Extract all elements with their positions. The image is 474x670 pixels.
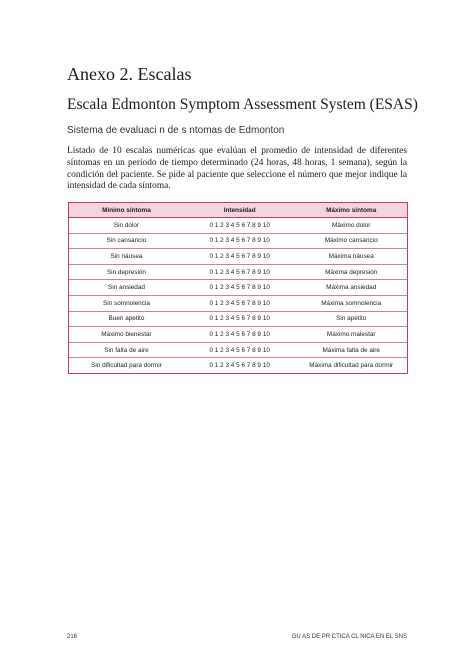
- maximum-symptom-cell: Máximo malestar: [295, 327, 407, 343]
- minimum-symptom-cell: Sin náusea: [69, 249, 184, 265]
- table-row: [69, 296, 407, 312]
- header-maximum-symptom: Máximo síntoma: [295, 203, 407, 218]
- maximum-symptom-cell: Máxima somnolencia: [295, 296, 407, 312]
- minimum-symptom-cell: Sin cansancio: [69, 234, 184, 250]
- table-row: [69, 218, 407, 234]
- header-intensity: Intensidad: [184, 203, 296, 218]
- maximum-symptom-cell: Máximo dolor: [295, 218, 407, 234]
- intensity-scale-cell: 0 1 2 3 4 5 6 7 8 9 10: [209, 362, 270, 370]
- maximum-symptom-cell: Máximo cansancio: [295, 234, 407, 250]
- header-minimum-symptom: Mínimo síntoma: [69, 203, 184, 218]
- minimum-symptom-cell: Sin dificultad para dormir: [91, 362, 162, 370]
- running-footer-title: GU AS DE PR CTICA CL NICA EN EL SNS: [291, 634, 407, 640]
- esas-table: [68, 202, 408, 374]
- minimum-symptom-cell: Sin falta de aire: [69, 343, 184, 359]
- table-row: [69, 280, 407, 296]
- maximum-symptom-cell: Máxima falta de aire: [295, 343, 407, 359]
- table-row: [69, 312, 407, 328]
- minimum-symptom-cell: Sin dolor: [69, 218, 184, 234]
- scale-subtitle: Sistema de evaluaci n de s ntomas de Edmonton: [67, 125, 285, 136]
- minimum-symptom-cell: Sin somnolencia: [69, 296, 184, 312]
- table-header-row: [69, 203, 407, 218]
- table-row: [69, 249, 407, 265]
- intensity-scale-cell: 0 1 2 3 4 5 6 7 8 9 10: [184, 343, 296, 359]
- intensity-scale-cell: 0 1 2 3 4 5 6 7 8 9 10: [184, 312, 296, 328]
- minimum-symptom-cell: Sin ansiedad: [69, 280, 184, 296]
- intensity-scale-cell: 0 1 2 3 4 5 6 7 8 9 10: [184, 249, 296, 265]
- table-row: [69, 327, 407, 343]
- minimum-symptom-cell: Máximo bienestar: [69, 327, 184, 343]
- minimum-symptom-cell: Buen apetito: [69, 312, 184, 328]
- intensity-scale-cell: 0 1 2 3 4 5 6 7 8 9 10: [184, 280, 296, 296]
- intensity-scale-cell: 0 1 2 3 4 5 6 7 8 9 10: [184, 265, 296, 281]
- maximum-symptom-cell: Máxima ansiedad: [295, 280, 407, 296]
- table-row: [69, 343, 407, 359]
- table-row: [69, 234, 407, 250]
- intensity-scale-cell: 0 1 2 3 4 5 6 7 8 9 10: [184, 296, 296, 312]
- scale-description: Listado de 10 escalas numéricas que evalúan el promedio de intensidad de diferentes síntomas en un período de tiempo determinado (24 horas, 48 horas, 1 semana), según la condición del paciente. Se pide al paciente que seleccione el número que mejor indique la intensidad de cada síntoma.: [67, 146, 407, 192]
- maximum-symptom-cell: Máxima náusea: [295, 249, 407, 265]
- scale-title: Escala Edmonton Symptom Assessment System (ESAS): [67, 96, 418, 113]
- maximum-symptom-cell: Máxima dificultad para dormir: [309, 362, 394, 370]
- intensity-scale-cell: 0 1 2 3 4 5 6 7 8 9 10: [184, 327, 296, 343]
- maximum-symptom-cell: Máxima depresión: [295, 265, 407, 281]
- minimum-symptom-cell: Sin depresión: [69, 265, 184, 281]
- intensity-scale-cell: 0 1 2 3 4 5 6 7 8 9 10: [184, 234, 296, 250]
- page-number: 216: [67, 634, 78, 640]
- annex-title: Anexo 2. Escalas: [67, 64, 192, 84]
- table-row: [69, 358, 407, 373]
- intensity-scale-cell: 0 1 2 3 4 5 6 7 8 9 10: [184, 218, 296, 234]
- table-row: [69, 265, 407, 281]
- maximum-symptom-cell: Sin apetito: [295, 312, 407, 328]
